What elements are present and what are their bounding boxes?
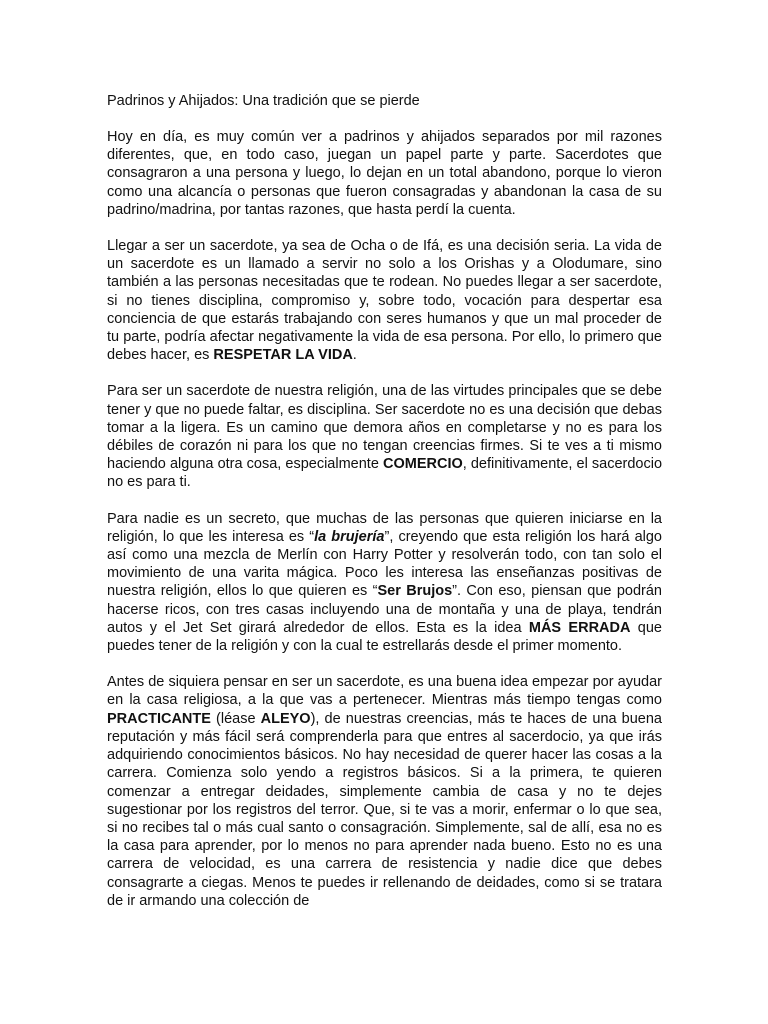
paragraph-2 xyxy=(107,237,662,364)
paragraph-3-text: Para ser un sacerdote de nuestra religión, una de las virtudes principales que se debe tener y que no puede faltar, es disciplina. Ser sacerdote no es una decisión que debas tomar a la ligera. Es un camino que demora años en completarse y no es para los débiles de corazón ni para los que no tengan creencias firmes. Si te ves a ti mismo haciendo alguna otra cosa, especialmente xyxy=(107,383,662,473)
paragraph-5 xyxy=(107,673,662,910)
paragraph-2-end: . xyxy=(352,347,357,364)
emphasis-aleyo: ALEYO xyxy=(260,710,311,727)
emphasis-practicante: PRACTICANTE xyxy=(107,710,211,727)
paragraph-3 xyxy=(107,382,662,491)
paragraph-5-text-a: Antes de siquiera pensar en ser un sacerdote, es una buena idea empezar por ayudar en la casa religiosa, a la que vas a pertenecer. Mientras más tiempo tengas como xyxy=(107,674,662,709)
paragraph-1: Hoy en día, es muy común ver a padrinos y ahijados separados por mil razones diferentes, que, en todo caso, juegan un papel parte y parte. Sacerdotes que consagraron a una persona y luego, lo dejan en un total abandono, porque lo vieron como una alcancía o personas que fueron consagradas y abandonan la casa de su padrino/madrina, por tantas razones, que hasta perdí la cuenta. xyxy=(107,129,662,218)
emphasis-comercio: COMERCIO xyxy=(383,456,463,473)
paragraph-2-text: Llegar a ser un sacerdote, ya sea de Ocha o de Ifá, es una decisión seria. La vida de un sacerdote es un llamado a servir no solo a los Orishas y a Olodumare, sino también a las personas necesitadas que te rodean. No puedes llegar a ser sacerdote, si no tienes disciplina, compromiso y, sobre todo, vocación para despertar esa conciencia de que estarás trabajando con seres humanos y que un mal proceder de tu parte, podría afectar negativamente la vida de esa persona. Por ello, lo primero que debes hacer, es xyxy=(107,238,662,364)
paragraph-4-text-g: que puedes tener de la religión y con la cual te estrellarás desde el primer momento. xyxy=(107,619,663,655)
paragraph-4 xyxy=(107,510,662,656)
document-page xyxy=(107,92,662,928)
emphasis-mas-errada: MÁS ERRADA xyxy=(528,619,631,636)
paragraph-3-end: , definitivamente, el sacerdocio no es para ti. xyxy=(107,456,663,491)
emphasis-ser-brujos: Ser Brujos xyxy=(377,583,453,600)
emphasis-la-brujeria: la brujería xyxy=(314,528,385,545)
paragraph-4-text-a: Para nadie es un secreto, que muchas de las personas que quieren iniciarse en la religión, lo que les interesa es “ xyxy=(107,510,662,545)
paragraph-5-text-e: ), de nuestras creencias, más te haces de una buena reputación y más fácil será comprenderla para que entres al sacerdocio, ya que irás adquiriendo conocimientos básicos. No hay necesidad de querer hacer las cosas a la carrera. Comienza solo yendo a registros básicos. Si a la primera, te quieren comenzar a entregar deidades, simplemente cambia de casa y no te dejes sugestionar por los registros del terror. Que, si te vas a morir, enfermar o lo que sea, si no recibes tal o más cual santo o consagración. Simplemente, sal de allí, esa no es la casa para aprender, por lo menos no para aprender nada bueno. Esto no es una carrera de velocidad, es una carrera de resistencia y nadie dice que debes consagrarte a ciegas. Menos te puedes ir rellenando de deidades, como si se tratara de ir armando una colección de xyxy=(107,710,662,909)
document-title: Padrinos y Ahijados: Una tradición que se pierde xyxy=(107,93,420,109)
paragraph-4-text-c: ”, creyendo que esta religión los hará algo así como una mezcla de Merlín con Harry Potter y resolverán todo, con tan solo el movimiento de una varita mágica. Poco les interesa las enseñanzas positivas de nuestra religión, ellos lo que quieren es “ xyxy=(107,528,662,600)
paragraph-5-text-c: (léase xyxy=(210,710,261,727)
emphasis-respetar-la-vida: RESPETAR LA VIDA xyxy=(213,347,353,364)
paragraph-4-text-e: ”. Con eso, piensan que podrán hacerse ricos, con tres casas incluyendo una de montaña y una de playa, tendrán autos y el Jet Set girará alrededor de ellos. Esta es la idea xyxy=(107,583,662,636)
